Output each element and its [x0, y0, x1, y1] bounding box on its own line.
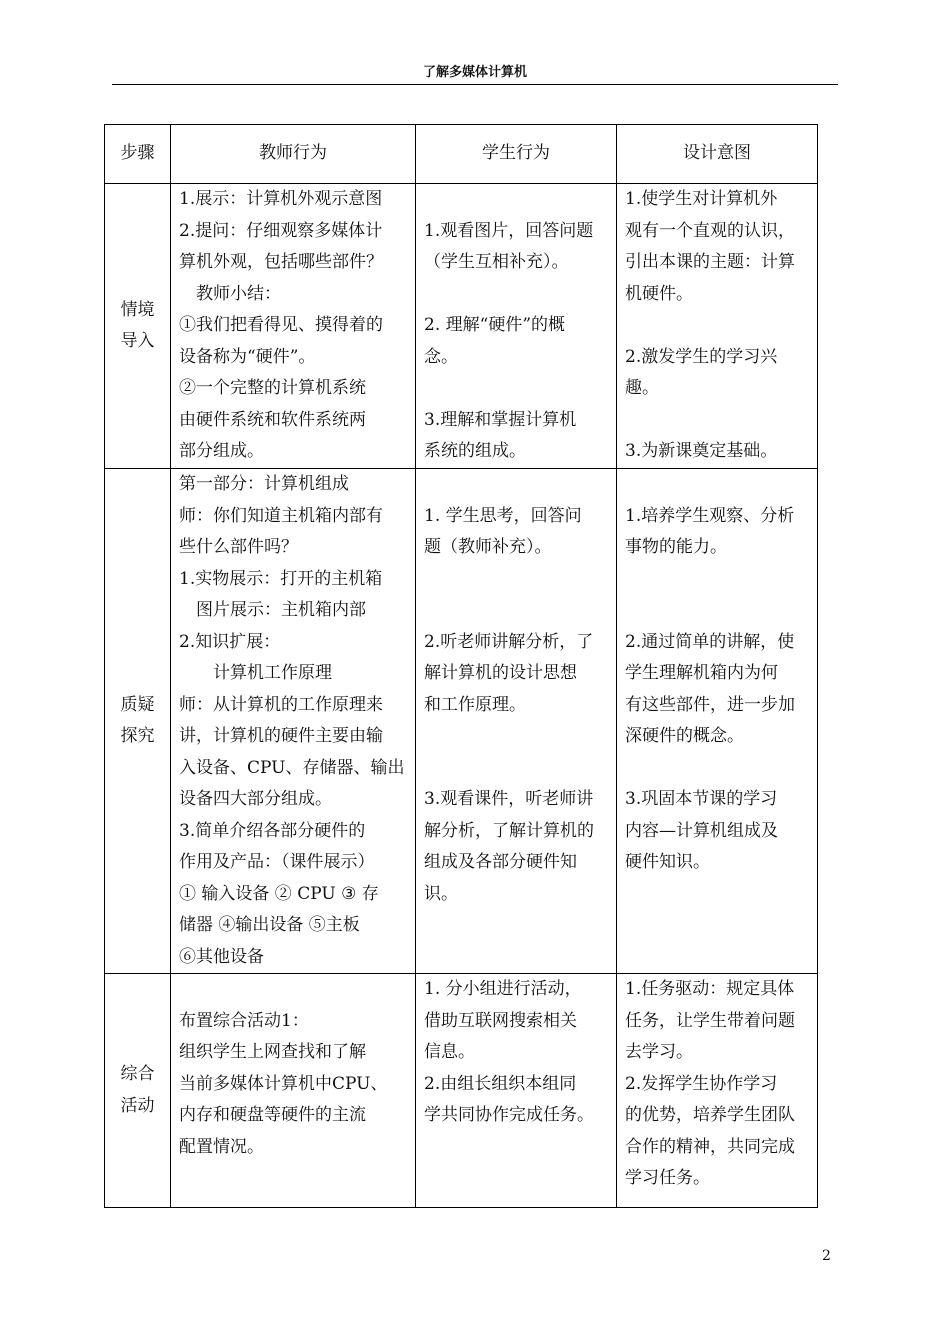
- design-line: 学习任务。: [625, 1168, 710, 1188]
- design-line: 内容—计算机组成及: [625, 820, 778, 841]
- teacher-line: 储器 ④输出设备 ⑤主板: [179, 915, 360, 935]
- teacher-cell: [171, 469, 416, 974]
- step-line: 情境: [120, 299, 155, 320]
- design-line: 的优势，培养学生团队: [625, 1105, 795, 1125]
- student-line: 2.由组长组织本组同: [424, 1073, 577, 1094]
- header-title: 了解多媒体计算机: [422, 65, 527, 80]
- page-header: [112, 64, 838, 85]
- teacher-line: 2.知识扩展：: [179, 631, 281, 652]
- teacher-line: 1.展示：计算机外观示意图: [179, 189, 383, 209]
- teacher-cell: [171, 184, 416, 469]
- design-line: 任务，让学生带着问题: [625, 1010, 795, 1031]
- student-line: 3.观看课件，听老师讲: [424, 789, 594, 809]
- teacher-line: 2.提问：仔细观察多媒体计: [179, 220, 383, 241]
- student-line: 2.听老师讲解分析，了: [424, 631, 594, 652]
- step-line: 质疑: [120, 694, 155, 715]
- teacher-line: 些什么部件吗？: [179, 537, 298, 557]
- step-line: 活动: [120, 1095, 155, 1116]
- design-cell: [617, 184, 818, 469]
- teacher-line: 设备四大部分组成。: [179, 789, 332, 809]
- design-line: 1.任务驱动：规定具体: [625, 979, 795, 999]
- design-line: 1.使学生对计算机外: [625, 189, 778, 209]
- table-row: [105, 469, 818, 974]
- teacher-line: 入设备、CPU、存储器、输出: [179, 757, 405, 778]
- student-cell: [416, 469, 617, 974]
- spacer: [424, 753, 608, 785]
- spacer: [424, 373, 608, 405]
- step-line: 导入: [120, 331, 155, 351]
- spacer: [625, 595, 809, 627]
- step-line: 探究: [120, 726, 155, 746]
- student-line: 系统的组成。: [424, 441, 526, 461]
- teacher-line: ⑥其他设备: [179, 946, 264, 967]
- design-line: 2.激发学生的学习兴: [625, 346, 778, 367]
- teacher-line: 教师小结：: [179, 283, 281, 304]
- design-line: 事物的能力。: [625, 537, 727, 557]
- spacer: [625, 753, 809, 785]
- student-line: （学生互相补充）。: [424, 252, 569, 272]
- student-line: 和工作原理。: [424, 694, 526, 715]
- teacher-line: 讲，计算机的硬件主要由输: [179, 726, 383, 746]
- student-line: 学共同协作完成任务。: [424, 1105, 594, 1125]
- column-header-design: 设计意图: [617, 125, 818, 184]
- student-line: 题（教师补充）。: [424, 537, 552, 557]
- design-line: 趣。: [625, 378, 659, 398]
- table-row: [105, 974, 818, 1208]
- design-line: 观有一个直观的认识，: [625, 220, 795, 241]
- teacher-line: ① 输入设备 ② CPU ③ 存: [179, 883, 379, 904]
- student-cell: [416, 184, 617, 469]
- teacher-line: 算机外观，包括哪些部件？: [179, 252, 383, 272]
- teacher-line: 作用及产品：（课件展示）: [179, 852, 375, 872]
- design-line: 有这些部件，进一步加: [625, 694, 795, 715]
- student-line: 1. 分小组进行活动，: [424, 979, 582, 999]
- step-cell: [105, 184, 171, 469]
- design-line: 硬件知识。: [625, 852, 710, 872]
- teacher-line: 第一部分：计算机组成: [179, 474, 349, 494]
- design-line: 学生理解机箱内为何: [625, 663, 778, 683]
- teacher-line: 组织学生上网查找和了解: [179, 1042, 366, 1062]
- table-header-row: [105, 125, 818, 184]
- student-line: 解分析，了解计算机的: [424, 820, 594, 841]
- teacher-line: ①我们把看得见、摸得着的: [179, 315, 383, 335]
- student-line: 念。: [424, 346, 458, 367]
- student-line: 解计算机的设计思想: [424, 663, 577, 683]
- teacher-line: 设备称为“硬件”。: [179, 346, 316, 367]
- student-line: 借助互联网搜索相关: [424, 1010, 577, 1031]
- design-line: 2.通过简单的讲解，使: [625, 631, 795, 652]
- student-line: 2. 理解“硬件”的概: [424, 315, 566, 335]
- teacher-line: 计算机工作原理: [179, 663, 332, 683]
- teacher-line: 内存和硬盘等硬件的主流: [179, 1105, 366, 1125]
- teacher-line: 当前多媒体计算机中CPU、: [179, 1073, 388, 1094]
- spacer: [424, 595, 608, 627]
- student-line: 识。: [424, 883, 458, 904]
- teacher-line: 师：从计算机的工作原理来: [179, 694, 383, 715]
- teacher-line: 师：你们知道主机箱内部有: [179, 505, 383, 526]
- student-line: 3.理解和掌握计算机: [424, 409, 577, 430]
- design-cell: [617, 469, 818, 974]
- step-cell: [105, 974, 171, 1208]
- student-cell: [416, 974, 617, 1208]
- step-line: 综合: [120, 1064, 155, 1084]
- student-line: 信息。: [424, 1042, 475, 1062]
- student-line: 1. 学生思考，回答问: [424, 505, 582, 526]
- spacer: [625, 310, 809, 342]
- student-line: [424, 184, 608, 216]
- teacher-line: ②一个完整的计算机系统: [179, 378, 366, 398]
- spacer: [625, 469, 809, 501]
- spacer: [625, 564, 809, 596]
- student-line: 1.观看图片，回答问题: [424, 220, 594, 241]
- column-header-step: 步骤: [105, 125, 171, 184]
- teacher-line: 布置综合活动1：: [179, 1010, 309, 1031]
- design-line: 去学习。: [625, 1042, 693, 1062]
- spacer: [424, 469, 608, 501]
- design-line: 合作的精神，共同完成: [625, 1136, 795, 1157]
- spacer: [424, 721, 608, 753]
- spacer: [625, 405, 809, 437]
- design-line: 1.培养学生观察、分析: [625, 505, 795, 526]
- step-cell: [105, 469, 171, 974]
- teacher-line: 图片展示：主机箱内部: [179, 600, 366, 620]
- student-line: 组成及各部分硬件知: [424, 852, 577, 872]
- table-row: [105, 184, 818, 469]
- design-line: 2.发挥学生协作学习: [625, 1073, 778, 1094]
- teacher-cell: [171, 974, 416, 1208]
- design-cell: [617, 974, 818, 1208]
- design-line: 深硬件的概念。: [625, 726, 744, 746]
- page-number: 2: [822, 1248, 831, 1264]
- spacer: [424, 564, 608, 596]
- design-line: 机硬件。: [625, 283, 693, 304]
- teacher-line: 1.实物展示：打开的主机箱: [179, 568, 383, 589]
- teacher-line: 由硬件系统和软件系统两: [179, 409, 366, 430]
- design-line: 引出本课的主题：计算: [625, 252, 795, 272]
- spacer: [424, 279, 608, 311]
- teacher-line: 3.简单介绍各部分硬件的: [179, 820, 366, 841]
- teacher-line: 部分组成。: [179, 441, 264, 461]
- design-line: 3.巩固本节课的学习: [625, 789, 778, 809]
- design-line: 3.为新课奠定基础。: [625, 441, 778, 461]
- column-header-student: 学生行为: [416, 125, 617, 184]
- spacer: [179, 974, 407, 1006]
- column-header-teacher: 教师行为: [171, 125, 416, 184]
- teacher-line: 配置情况。: [179, 1136, 264, 1157]
- lesson-plan-table: [104, 124, 818, 1208]
